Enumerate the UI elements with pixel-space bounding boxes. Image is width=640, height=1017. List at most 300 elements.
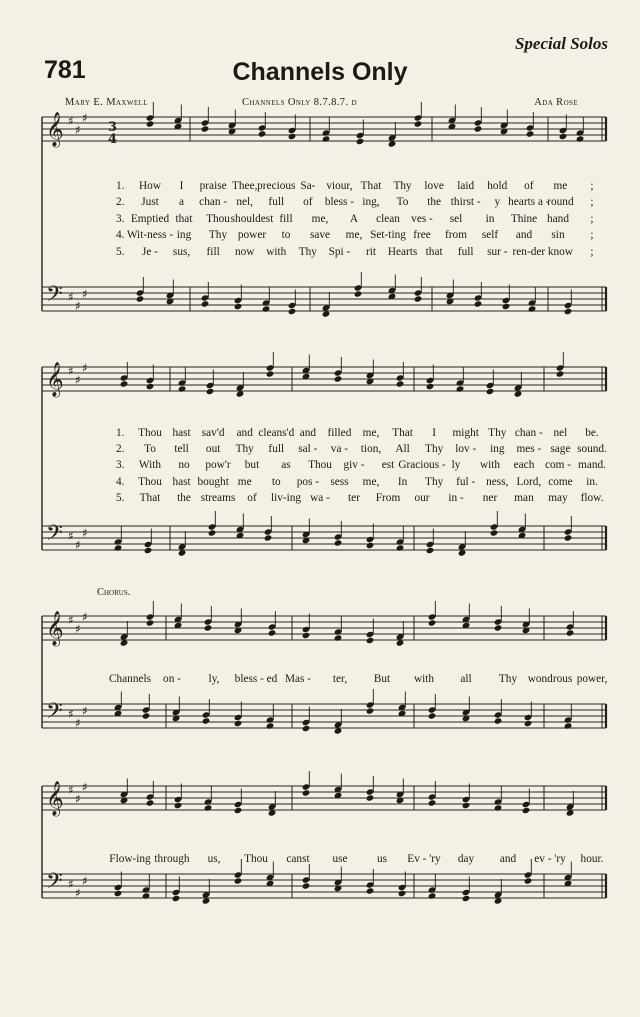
- note-head: [142, 892, 151, 899]
- note-head: [474, 300, 483, 307]
- lyric-syllable: giv -: [343, 459, 365, 472]
- lyric-syllable: that: [175, 212, 193, 225]
- note-head: [522, 807, 531, 814]
- sharp-sign: ♯: [68, 707, 74, 721]
- lyric-syllable: ;: [590, 196, 594, 209]
- note-head: [120, 380, 129, 387]
- note-head: [428, 892, 437, 899]
- note-head: [414, 120, 423, 127]
- note-head: [174, 802, 183, 809]
- lyric-syllable: as: [281, 459, 291, 472]
- hymn-number: 781: [44, 56, 86, 84]
- lyric-syllable: me,: [311, 212, 329, 225]
- lyric-syllable: might: [452, 427, 479, 439]
- lyric-syllable: Thou: [138, 475, 162, 488]
- note-head: [201, 300, 210, 307]
- lyric-syllable: bless -: [324, 196, 355, 209]
- lyric-syllable: and: [299, 427, 316, 439]
- lyric-syllable: bought: [197, 475, 229, 488]
- note-head: [366, 707, 375, 714]
- lyric-syllable: man: [514, 491, 534, 504]
- note-head: [258, 130, 267, 137]
- lyric-syllable: a: [179, 196, 185, 209]
- lyric-syllable: Ev - 'ry: [407, 853, 441, 865]
- lyric-syllable: ;: [590, 180, 594, 192]
- lyric-syllable: ner: [482, 491, 498, 504]
- lyric-syllable: out: [205, 443, 221, 456]
- note-head: [366, 887, 375, 894]
- note-head: [494, 717, 503, 724]
- lyric-syllable: sal -: [298, 443, 318, 456]
- bass-clef: 𝄢: [46, 869, 63, 899]
- lyric-syllable: us,: [207, 853, 221, 865]
- author-credit: Mary E. Maxwell: [65, 97, 148, 108]
- lyric-syllable: ter: [348, 491, 360, 504]
- note-head: [356, 138, 365, 145]
- note-head: [146, 619, 155, 626]
- note-head: [426, 547, 435, 554]
- note-head: [114, 890, 123, 897]
- lyric-syllable: Sa-: [300, 180, 316, 192]
- note-head: [136, 295, 145, 302]
- lyric-syllable: sav'd: [201, 427, 225, 439]
- sharp-sign: ♯: [75, 299, 81, 313]
- lyric-syllable: on -: [163, 673, 181, 685]
- note-head: [414, 295, 423, 302]
- note-head: [266, 722, 275, 729]
- note-head: [334, 375, 343, 382]
- lyric-syllable: with: [266, 245, 287, 258]
- lyric-syllable: With: [138, 459, 162, 472]
- lyric-syllable: ing,: [362, 196, 380, 209]
- note-head: [302, 632, 311, 639]
- lyric-syllable: But: [373, 673, 391, 685]
- lyric-syllable: of: [524, 180, 534, 192]
- note-head: [428, 799, 437, 806]
- sharp-sign: ♯: [68, 529, 74, 543]
- lyric-syllable: ;: [590, 245, 594, 258]
- sharp-sign: ♯: [75, 886, 81, 900]
- note-head: [142, 712, 151, 719]
- lyric-syllable: know: [547, 245, 573, 258]
- note-head: [474, 125, 483, 132]
- lyric-syllable: us: [376, 853, 388, 865]
- note-head: [234, 303, 243, 310]
- lyric-syllable: tell: [174, 443, 189, 456]
- lyric-syllable: through: [154, 853, 190, 865]
- lyric-syllable: with: [413, 673, 435, 685]
- note-head: [234, 877, 243, 884]
- lyric-syllable: In: [397, 475, 408, 488]
- lyric-syllable: Wit-ness -: [126, 229, 174, 242]
- lyric-syllable: A: [349, 212, 359, 225]
- note-head: [334, 634, 343, 641]
- lyric-syllable: cleans'd: [258, 427, 295, 439]
- note-head: [456, 385, 465, 392]
- lyric-syllable: in: [485, 212, 495, 225]
- note-head: [502, 303, 511, 310]
- sharp-sign: ♯: [75, 792, 81, 806]
- lyric-syllable: me,: [362, 427, 380, 439]
- lyric-syllable: hast: [172, 475, 191, 488]
- sharp-sign: ♯: [82, 704, 88, 718]
- lyric-syllable: sel: [449, 212, 463, 225]
- lyric-syllable: clean: [376, 212, 400, 225]
- sharp-sign: ♯: [75, 716, 81, 730]
- sharp-sign: ♯: [68, 783, 74, 797]
- lyric-syllable: ly,: [208, 673, 220, 685]
- note-head: [302, 789, 311, 796]
- lyric-syllable: canst: [286, 853, 310, 865]
- note-head: [494, 804, 503, 811]
- lyric-syllable: ren-der: [512, 245, 546, 258]
- lyric-syllable: the: [177, 491, 191, 504]
- verse-number: 5.: [116, 491, 125, 504]
- lyric-syllable: from: [445, 229, 467, 242]
- note-head: [206, 388, 215, 395]
- lyric-syllable: no: [178, 459, 190, 472]
- note-head: [528, 305, 537, 312]
- lyric-syllable: hour.: [580, 853, 604, 865]
- lyric-syllable: Emptied: [130, 212, 170, 225]
- lyric-syllable: ;: [590, 229, 594, 242]
- verse-number: 4.: [116, 475, 125, 488]
- lyric-syllable: in -: [448, 491, 464, 504]
- lyric-syllable: Thy: [488, 427, 507, 439]
- lyric-syllable: and: [515, 229, 533, 242]
- note-head: [486, 388, 495, 395]
- note-head: [490, 529, 499, 536]
- verse-number: 5.: [116, 245, 125, 258]
- note-head: [268, 629, 277, 636]
- lyric-syllable: of: [247, 491, 257, 504]
- lyric-syllable: may: [548, 491, 568, 504]
- note-head: [334, 539, 343, 546]
- lyric-syllable: Thy: [298, 245, 317, 258]
- lyric-syllable: To: [396, 196, 409, 209]
- note-head: [566, 629, 575, 636]
- note-head: [576, 135, 585, 142]
- lyric-syllable: nel,: [236, 196, 254, 209]
- note-head: [426, 383, 435, 390]
- sharp-sign: ♯: [68, 364, 74, 378]
- sharp-sign: ♯: [82, 526, 88, 540]
- lyric-syllable: nel: [553, 427, 568, 439]
- tune-meter: Channels Only 8.7.8.7. d: [242, 97, 357, 108]
- note-head: [354, 290, 363, 297]
- lyric-syllable: pos -: [296, 475, 319, 488]
- lyric-syllable: the: [427, 196, 442, 209]
- note-head: [559, 133, 568, 140]
- section-title: Special Solos: [514, 34, 608, 53]
- lyric-syllable: ter,: [332, 673, 348, 685]
- lyric-syllable: sur -: [487, 245, 508, 258]
- lyric-syllable: Just: [141, 196, 159, 209]
- note-head: [396, 544, 405, 551]
- note-head: [146, 799, 155, 806]
- lyric-syllable: Thy: [425, 475, 444, 488]
- lyric-syllable: Thy: [393, 180, 412, 192]
- lyric-syllable: mand.: [578, 459, 606, 472]
- note-head: [204, 624, 213, 631]
- lyric-syllable: viour,: [326, 180, 353, 192]
- lyric-syllable: sound.: [577, 443, 607, 456]
- note-head: [524, 877, 533, 884]
- lyric-syllable: va -: [330, 443, 349, 456]
- lyric-syllable: come: [548, 475, 573, 488]
- lyric-syllable: me: [553, 180, 568, 192]
- lyric-syllable: me: [237, 475, 252, 488]
- lyric-syllable: Thee,: [232, 180, 258, 192]
- sharp-sign: ♯: [75, 622, 81, 636]
- lyric-syllable: bless - ed: [234, 673, 278, 685]
- sharp-sign: ♯: [68, 613, 74, 627]
- lyric-syllable: and: [499, 853, 517, 865]
- lyric-syllable: with: [479, 459, 501, 472]
- lyric-syllable: love: [424, 180, 444, 192]
- sharp-sign: ♯: [68, 114, 74, 128]
- lyric-syllable: com -: [544, 459, 572, 472]
- lyric-syllable: To: [144, 443, 156, 456]
- sharp-sign: ♯: [75, 123, 81, 137]
- note-head: [262, 305, 271, 312]
- note-head: [302, 725, 311, 732]
- lyric-syllable: power: [237, 229, 267, 242]
- note-head: [564, 308, 573, 315]
- lyric-syllable: full: [268, 443, 285, 456]
- note-head: [564, 722, 573, 729]
- note-head: [234, 807, 243, 814]
- note-head: [366, 794, 375, 801]
- note-head: [428, 619, 437, 626]
- lyric-syllable: be.: [585, 427, 599, 439]
- lyric-syllable: precious: [257, 180, 296, 192]
- sharp-sign: ♯: [82, 610, 88, 624]
- lyric-syllable: save: [309, 229, 331, 242]
- lyric-syllable: tion,: [360, 443, 382, 456]
- lyric-syllable: Thou: [206, 212, 230, 225]
- lyric-syllable: mes -: [516, 443, 542, 456]
- lyric-syllable: in.: [586, 475, 598, 488]
- lyric-syllable: each: [513, 459, 535, 472]
- chorus-label: Chorus.: [97, 587, 131, 598]
- note-head: [366, 542, 375, 549]
- lyric-syllable: use: [332, 853, 348, 865]
- note-head: [494, 624, 503, 631]
- sharp-sign: ♯: [68, 290, 74, 304]
- sharp-sign: ♯: [82, 874, 88, 888]
- note-head: [266, 370, 275, 377]
- verse-number: 1.: [116, 427, 125, 439]
- verse-number: 1.: [116, 180, 125, 192]
- lyric-syllable: Thou: [244, 853, 268, 865]
- note-head: [172, 895, 181, 902]
- hymn-title: Channels Only: [232, 58, 408, 86]
- time-signature: 3: [108, 120, 118, 135]
- sharp-sign: ♯: [75, 373, 81, 387]
- lyric-syllable: ing: [176, 229, 192, 242]
- lyric-syllable: sin: [551, 229, 565, 242]
- lyric-syllable: chan -: [199, 196, 228, 209]
- composer-credit: Ada Rose: [534, 97, 578, 108]
- lyric-syllable: I: [179, 180, 184, 192]
- lyric-syllable: power,: [576, 673, 608, 685]
- lyric-syllable: fill: [279, 212, 293, 225]
- lyric-syllable: ful -: [456, 475, 476, 488]
- note-head: [462, 802, 471, 809]
- lyric-syllable: shouldest: [230, 212, 274, 225]
- treble-clef: 𝄞: [46, 112, 64, 147]
- lyric-syllable: flow.: [580, 491, 604, 504]
- lyric-syllable: Spi -: [328, 245, 351, 258]
- lyric-syllable: me,: [362, 475, 380, 488]
- lyric-syllable: me,: [345, 229, 363, 242]
- lyric-syllable: How: [139, 180, 161, 192]
- sharp-sign: ♯: [82, 780, 88, 794]
- treble-clef: 𝄞: [46, 781, 64, 816]
- lyric-syllable: pow'r: [205, 459, 231, 472]
- lyric-syllable: wondrous: [527, 673, 573, 685]
- verse-number: 3.: [116, 459, 125, 472]
- note-head: [264, 534, 273, 541]
- note-head: [302, 882, 311, 889]
- lyric-syllable: est: [381, 459, 395, 472]
- note-head: [396, 380, 405, 387]
- note-head: [288, 308, 297, 315]
- sharp-sign: ♯: [82, 361, 88, 375]
- lyric-syllable: That: [392, 427, 413, 439]
- treble-clef: 𝄞: [46, 611, 64, 646]
- lyric-syllable: hold: [487, 180, 508, 192]
- lyric-syllable: Channels: [108, 673, 152, 685]
- lyric-syllable: wa -: [310, 491, 330, 504]
- lyric-syllable: that: [425, 245, 443, 258]
- lyric-syllable: From: [375, 491, 401, 504]
- bass-clef: 𝄢: [46, 521, 63, 551]
- lyric-syllable: laid: [457, 180, 475, 192]
- lyric-syllable: ev - 'ry: [534, 853, 566, 865]
- lyric-syllable: Thy: [208, 229, 228, 242]
- note-head: [204, 804, 213, 811]
- sharp-sign: ♯: [75, 538, 81, 552]
- verse-number: 2.: [116, 443, 125, 456]
- lyric-syllable: Thine: [510, 212, 538, 225]
- lyric-syllable: hand: [547, 212, 569, 225]
- note-head: [201, 125, 210, 132]
- lyric-syllable: praise: [199, 180, 227, 192]
- time-signature: 4: [108, 132, 118, 147]
- lyric-syllable: Thou: [308, 459, 332, 472]
- lyric-syllable: ves -: [411, 212, 433, 225]
- treble-clef: 𝄞: [46, 362, 64, 397]
- lyric-syllable: day: [457, 853, 475, 865]
- note-head: [428, 712, 437, 719]
- lyric-syllable: ;: [590, 212, 594, 225]
- note-head: [144, 547, 153, 554]
- bass-clef: 𝄢: [46, 282, 63, 312]
- note-head: [146, 120, 155, 127]
- lyric-syllable: Flow-ing: [109, 853, 151, 865]
- lyric-syllable: That: [360, 180, 382, 192]
- lyric-syllable: and: [236, 427, 253, 439]
- lyric-syllable: fill: [206, 245, 220, 258]
- note-head: [234, 720, 243, 727]
- lyric-syllable: to: [281, 229, 291, 242]
- lyric-syllable: thirst -: [450, 196, 481, 209]
- lyric-syllable: Set-ting: [370, 229, 406, 242]
- lyric-syllable: round: [547, 196, 574, 209]
- lyric-syllable: sus,: [172, 245, 191, 258]
- lyric-syllable: all: [460, 673, 472, 685]
- lyric-syllable: rit: [365, 245, 377, 258]
- sharp-sign: ♯: [82, 287, 88, 301]
- lyric-syllable: sess: [330, 475, 349, 488]
- note-head: [524, 720, 533, 727]
- note-head: [526, 130, 535, 137]
- lyric-syllable: Gracious -: [398, 459, 446, 472]
- lyric-syllable: Thy: [498, 673, 518, 685]
- sharp-sign: ♯: [68, 877, 74, 891]
- sharp-sign: ♯: [82, 111, 88, 125]
- lyric-syllable: All: [395, 443, 410, 456]
- lyric-syllable: now: [234, 245, 255, 258]
- lyric-syllable: I: [432, 427, 437, 439]
- lyric-syllable: y: [494, 196, 501, 209]
- note-head: [288, 133, 297, 140]
- lyric-syllable: That: [139, 491, 161, 504]
- verse-number: 2.: [116, 196, 125, 209]
- note-head: [462, 895, 471, 902]
- lyric-syllable: Thy: [425, 443, 444, 456]
- lyric-syllable: hast: [172, 427, 191, 439]
- note-head: [146, 383, 155, 390]
- lyric-syllable: ly: [451, 459, 461, 472]
- bass-clef: 𝄢: [46, 699, 63, 729]
- note-head: [178, 385, 187, 392]
- lyric-syllable: self: [481, 229, 499, 242]
- lyric-syllable: chan -: [514, 427, 543, 439]
- lyric-syllable: Thy: [235, 443, 254, 456]
- note-head: [398, 890, 407, 897]
- lyric-syllable: ness,: [486, 475, 509, 488]
- note-head: [202, 717, 211, 724]
- lyric-syllable: full: [457, 245, 474, 258]
- lyric-syllable: liv-ing: [270, 491, 302, 504]
- lyric-syllable: Hearts: [387, 245, 418, 258]
- lyric-syllable: ing: [490, 443, 505, 456]
- lyric-syllable: hearts a -: [508, 196, 550, 209]
- lyric-syllable: full: [268, 196, 285, 209]
- verse-number: 4.: [116, 229, 125, 242]
- lyric-syllable: Thou: [138, 427, 162, 439]
- lyric-syllable: sage: [550, 443, 571, 456]
- lyric-syllable: Je -: [142, 245, 158, 258]
- note-head: [564, 534, 573, 541]
- note-head: [322, 135, 331, 142]
- lyric-syllable: lov -: [455, 443, 477, 456]
- lyric-syllable: Mas -: [284, 673, 312, 685]
- lyric-syllable: filled: [327, 427, 352, 439]
- lyric-syllable: our: [414, 491, 430, 504]
- note-head: [208, 529, 217, 536]
- note-head: [114, 544, 123, 551]
- lyric-syllable: streams: [200, 491, 236, 504]
- note-head: [366, 637, 375, 644]
- lyric-syllable: to: [271, 475, 281, 488]
- lyric-syllable: of: [303, 196, 313, 209]
- lyric-syllable: free: [413, 229, 431, 242]
- note-head: [556, 370, 565, 377]
